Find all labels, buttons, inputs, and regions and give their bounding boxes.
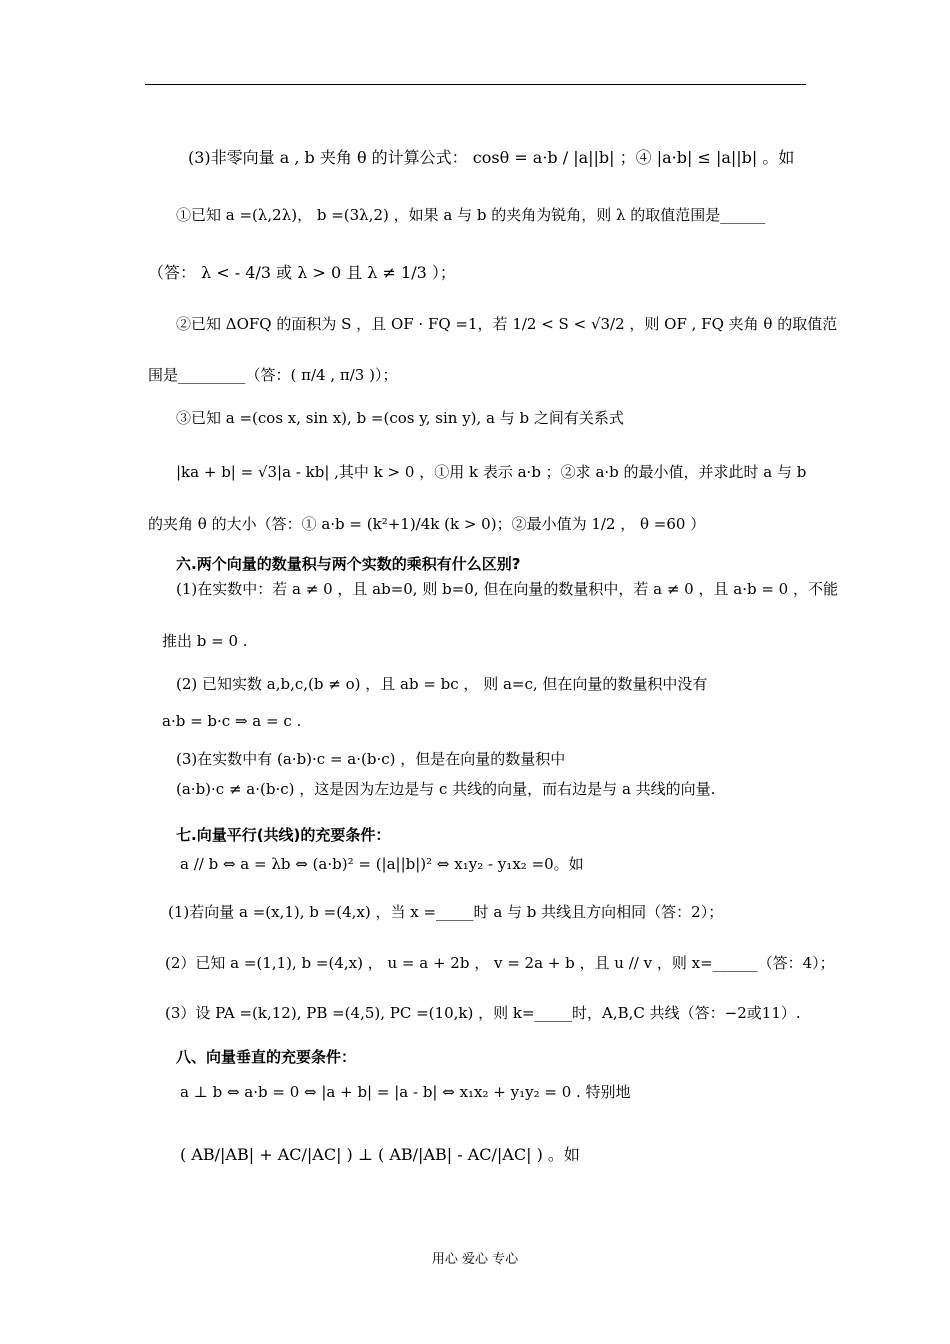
example-3-line: ③已知 a =(cos x, sin x), b =(cos y, sin y), a 与 b 之间有关系式 bbox=[176, 409, 624, 427]
section-7-condition: a // b ⇔ a = λb ⇔ (a·b)² = (|a||b|)² ⇔ x₁y₂ - y₁x₂ =0。如 bbox=[180, 855, 584, 873]
section-6-heading: 六.两个向量的数量积与两个实数的乘积有什么区别? bbox=[176, 555, 521, 573]
example-1-line: ①已知 a =(λ,2λ)， b =(3λ,2) ，如果 a 与 b 的夹角为锐角，则 λ 的取值范围是______ bbox=[176, 206, 766, 224]
example-3-answer: 的夹角 θ 的大小（答：① a·b = (k²+1)/4k (k > 0)；②最小值为 1/2 ， θ =60 ） bbox=[148, 515, 706, 533]
header-rule bbox=[145, 84, 806, 85]
section-6-item-2: (2) 已知实数 a,b,c,(b ≠ o) ，且 ab = bc ， 则 a=c, 但在向量的数量积中没有 bbox=[176, 675, 708, 693]
section-6-item-1-cont: 推出 b = 0 . bbox=[162, 632, 248, 650]
example-1-answer: （答： λ < - 4/3 或 λ > 0 且 λ ≠ 1/3 ）； bbox=[148, 263, 456, 282]
section-8-heading: 八、向量垂直的充要条件： bbox=[176, 1048, 357, 1066]
formula-angle-line: (3)非零向量 a , b 夹角 θ 的计算公式： cosθ = a·b / |a||b| ；④ |a·b| ≤ |a||b| 。如 bbox=[188, 148, 795, 167]
page-footer: 用心 爱心 专心 bbox=[431, 1252, 519, 1267]
section-8-special: ( AB/|AB| + AC/|AC| ) ⊥ ( AB/|AB| - AC/|AC| ) 。如 bbox=[180, 1145, 580, 1164]
example-2-answer: 围是_________（答：( π/4 , π/3 )）； bbox=[148, 366, 398, 384]
section-7-item-1: (1)若向量 a =(x,1), b =(4,x) ，当 x =_____时 a 与 b 共线且方向相同（答：2）； bbox=[168, 903, 724, 921]
example-3-relation: |ka + b| = √3|a - kb| ,其中 k > 0 ，①用 k 表示 a·b ；②求 a·b 的最小值，并求此时 a 与 b bbox=[176, 463, 807, 481]
section-6-item-3: (3)在实数中有 (a·b)·c = a·(b·c) ，但是在向量的数量积中 bbox=[176, 750, 566, 768]
section-8-condition: a ⊥ b ⇔ a·b = 0 ⇔ |a + b| = |a - b| ⇔ x₁x₂ + y₁y₂ = 0 . 特别地 bbox=[180, 1083, 631, 1101]
section-7-item-3: (3）设 PA =(k,12), PB =(4,5), PC =(10,k) ，则 k=_____时，A,B,C 共线（答：−2或11）. bbox=[165, 1004, 801, 1022]
example-2-line: ②已知 ΔOFQ 的面积为 S ，且 OF · FQ =1，若 1/2 < S < √3/2 ，则 OF , FQ 夹角 θ 的取值范 bbox=[176, 315, 838, 333]
section-6-item-2-cont: a·b = b·c ⇒ a = c . bbox=[162, 712, 302, 730]
section-6-item-1: (1)在实数中：若 a ≠ 0 ，且 ab=0, 则 b=0, 但在向量的数量积中，若 a ≠ 0 ，且 a·b = 0 ，不能 bbox=[176, 580, 838, 598]
section-7-item-2: (2）已知 a =(1,1), b =(4,x) ， u = a + 2b ， v = 2a + b ，且 u // v ，则 x=______（答：4）； bbox=[165, 954, 835, 972]
section-6-item-3-cont: (a·b)·c ≠ a·(b·c) ，这是因为左边是与 c 共线的向量，而右边是与 a 共线的向量. bbox=[176, 780, 716, 798]
section-7-heading: 七.向量平行(共线)的充要条件： bbox=[176, 826, 391, 844]
